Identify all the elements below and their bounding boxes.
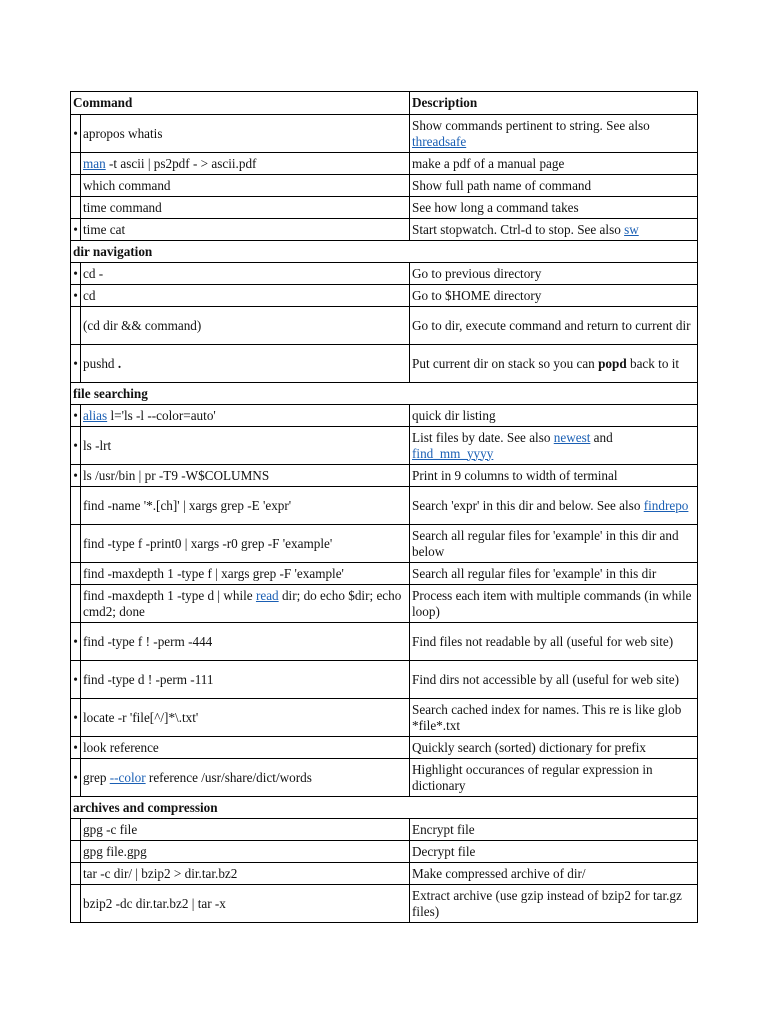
command-cell (81, 197, 410, 219)
empty-marker-cell (71, 153, 81, 175)
description-cell (410, 819, 698, 841)
command-cell (81, 175, 410, 197)
bullet-marker: • (71, 427, 81, 465)
description-cell (410, 737, 698, 759)
table-row (71, 465, 698, 487)
text-run: Make compressed archive of dir/ (412, 865, 586, 881)
description-cell (410, 427, 698, 465)
text-run: time command (83, 199, 162, 215)
description-cell (410, 841, 698, 863)
command-reference-table (70, 91, 698, 923)
description-cell (410, 219, 698, 241)
bold-text: . (117, 355, 122, 371)
bullet-marker: • (71, 405, 81, 427)
text-run: Go to dir, execute command and return to current dir (412, 317, 691, 333)
empty-marker-cell (71, 563, 81, 585)
bullet-marker: • (71, 623, 81, 661)
table-row (71, 885, 698, 923)
text-run: apropos whatis (83, 125, 163, 141)
text-run: make a pdf of a manual page (412, 155, 565, 171)
text-run: find -maxdepth 1 -type f | xargs grep -F 'example' (83, 565, 344, 581)
text-run: gpg file.gpg (83, 843, 147, 859)
section-header-row (71, 797, 698, 819)
command-cell (81, 427, 410, 465)
command-cell (81, 737, 410, 759)
link-find-mm-yyyy[interactable]: find_mm_yyyy (412, 445, 494, 461)
table-row (71, 585, 698, 623)
header-command: Command (71, 92, 410, 115)
command-cell (81, 699, 410, 737)
empty-marker-cell (71, 841, 81, 863)
text-run: reference /usr/share/dict/words (145, 769, 312, 785)
table-row (71, 487, 698, 525)
header-description: Description (410, 92, 698, 115)
link-findrepo[interactable]: findrepo (643, 497, 689, 513)
text-run: Process each item with multiple commands (in while loop) (412, 587, 692, 619)
table-header-row (71, 92, 698, 115)
table-row (71, 263, 698, 285)
command-cell (81, 115, 410, 153)
link-read[interactable]: read (255, 587, 279, 603)
text-run: back to it (626, 355, 680, 371)
text-run: Search all regular files for 'example' in this dir and below (412, 527, 679, 559)
command-cell (81, 307, 410, 345)
bullet-marker: • (71, 263, 81, 285)
description-cell (410, 563, 698, 585)
description-cell (410, 405, 698, 427)
description-cell (410, 115, 698, 153)
bullet-marker: • (71, 759, 81, 797)
table-row (71, 525, 698, 563)
text-run: Put current dir on stack so you can (412, 355, 599, 371)
link-man[interactable]: man (83, 155, 106, 171)
description-cell (410, 307, 698, 345)
description-cell (410, 759, 698, 797)
table-row (71, 737, 698, 759)
command-cell (81, 863, 410, 885)
table-row (71, 285, 698, 307)
section-title: dir navigation (71, 241, 698, 263)
text-run: Decrypt file (412, 843, 476, 859)
text-run: Search all regular files for 'example' in this dir (412, 565, 657, 581)
section-header-row (71, 241, 698, 263)
command-cell (81, 263, 410, 285)
bullet-marker: • (71, 699, 81, 737)
command-cell (81, 585, 410, 623)
table-row (71, 699, 698, 737)
command-cell (81, 819, 410, 841)
command-cell (81, 345, 410, 383)
section-title: file searching (71, 383, 698, 405)
description-cell (410, 623, 698, 661)
text-run: find -type d ! -perm -111 (83, 671, 214, 687)
text-run: time cat (83, 221, 126, 237)
bullet-marker: • (71, 115, 81, 153)
text-run: gpg -c file (83, 821, 138, 837)
command-cell (81, 525, 410, 563)
text-run: tar -c dir/ | bzip2 > dir.tar.bz2 (83, 865, 238, 881)
bullet-marker: • (71, 219, 81, 241)
text-run: Show full path name of command (412, 177, 592, 193)
description-cell (410, 699, 698, 737)
text-run: which command (83, 177, 171, 193)
empty-marker-cell (71, 585, 81, 623)
text-run: quick dir listing (412, 407, 496, 423)
table-row (71, 759, 698, 797)
text-run: find -maxdepth 1 -type d | while (83, 587, 256, 603)
empty-marker-cell (71, 525, 81, 563)
link-color[interactable]: --color (109, 769, 146, 785)
text-run: Quickly search (sorted) dictionary for prefix (412, 739, 647, 755)
table-row (71, 307, 698, 345)
text-run: cd (83, 287, 96, 303)
text-run: Extract archive (use gzip instead of bzip2 for tar.gz files) (412, 887, 682, 919)
command-cell (81, 285, 410, 307)
text-run: l='ls -l --color=auto' (107, 407, 216, 423)
text-run: Start stopwatch. Ctrl-d to stop. See also (412, 221, 625, 237)
command-cell (81, 563, 410, 585)
bullet-marker: • (71, 465, 81, 487)
description-cell (410, 885, 698, 923)
link-sw[interactable]: sw (624, 221, 639, 237)
text-run: List files by date. See also (412, 429, 554, 445)
empty-marker-cell (71, 175, 81, 197)
text-run: locate -r 'file[^/]*\.txt' (83, 709, 199, 725)
table-row (71, 661, 698, 699)
text-run: ls /usr/bin | pr -T9 -W$COLUMNS (83, 467, 270, 483)
text-run: pushd (83, 355, 118, 371)
command-cell (81, 405, 410, 427)
bullet-marker: • (71, 345, 81, 383)
empty-marker-cell (71, 885, 81, 923)
table-row (71, 427, 698, 465)
table-body (71, 92, 698, 923)
description-cell (410, 465, 698, 487)
link-newest[interactable]: newest (553, 429, 591, 445)
text-run: find -type f ! -perm -444 (83, 633, 213, 649)
empty-marker-cell (71, 307, 81, 345)
bold-text: popd (598, 355, 627, 371)
command-cell (81, 841, 410, 863)
text-run: dir; do echo $dir; echo cmd2; done (83, 587, 402, 619)
empty-marker-cell (71, 863, 81, 885)
description-cell (410, 487, 698, 525)
command-cell (81, 661, 410, 699)
text-run: Print in 9 columns to width of terminal (412, 467, 618, 483)
description-cell (410, 197, 698, 219)
description-cell (410, 175, 698, 197)
command-cell (81, 153, 410, 175)
table-row (71, 623, 698, 661)
text-run: find -name '*.[ch]' | xargs grep -E 'expr' (83, 497, 292, 513)
description-cell (410, 525, 698, 563)
table-row (71, 153, 698, 175)
description-cell (410, 661, 698, 699)
command-cell (81, 487, 410, 525)
text-run: Search cached index for names. This re is like glob *file*.txt (412, 701, 682, 733)
table-row (71, 863, 698, 885)
command-cell (81, 465, 410, 487)
link-alias[interactable]: alias (83, 407, 108, 423)
table-row (71, 563, 698, 585)
empty-marker-cell (71, 197, 81, 219)
section-header-row (71, 383, 698, 405)
text-run: grep (83, 769, 110, 785)
text-run: and (590, 429, 613, 445)
text-run: Show commands pertinent to string. See also (412, 117, 650, 133)
description-cell (410, 263, 698, 285)
link-threadsafe[interactable]: threadsafe (412, 133, 467, 149)
command-cell (81, 219, 410, 241)
description-cell (410, 345, 698, 383)
text-run: ls -lrt (83, 437, 112, 453)
table-row (71, 175, 698, 197)
text-run: Encrypt file (412, 821, 475, 837)
text-run: find -type f -print0 | xargs -r0 grep -F 'example' (83, 535, 333, 551)
text-run: See how long a command takes (412, 199, 579, 215)
text-run: (cd dir && command) (83, 317, 202, 333)
description-cell (410, 153, 698, 175)
text-run: look reference (83, 739, 159, 755)
table-row (71, 819, 698, 841)
table-row (71, 115, 698, 153)
bullet-marker: • (71, 737, 81, 759)
empty-marker-cell (71, 819, 81, 841)
description-cell (410, 585, 698, 623)
text-run: Search 'expr' in this dir and below. See also (412, 497, 644, 513)
command-cell (81, 759, 410, 797)
text-run: cd - (83, 265, 104, 281)
description-cell (410, 863, 698, 885)
empty-marker-cell (71, 487, 81, 525)
text-run: bzip2 -dc dir.tar.bz2 | tar -x (83, 895, 226, 911)
table-row (71, 405, 698, 427)
table-row (71, 219, 698, 241)
description-cell (410, 285, 698, 307)
command-cell (81, 623, 410, 661)
text-run: Find files not readable by all (useful for web site) (412, 633, 674, 649)
text-run: Highlight occurances of regular expression in dictionary (412, 761, 653, 793)
command-cell (81, 885, 410, 923)
table-row (71, 841, 698, 863)
text-run: -t ascii | ps2pdf - > ascii.pdf (105, 155, 257, 171)
text-run: Go to previous directory (412, 265, 542, 281)
section-title: archives and compression (71, 797, 698, 819)
bullet-marker: • (71, 661, 81, 699)
text-run: Find dirs not accessible by all (useful for web site) (412, 671, 679, 687)
bullet-marker: • (71, 285, 81, 307)
text-run: Go to $HOME directory (412, 287, 542, 303)
table-row (71, 345, 698, 383)
table-row (71, 197, 698, 219)
